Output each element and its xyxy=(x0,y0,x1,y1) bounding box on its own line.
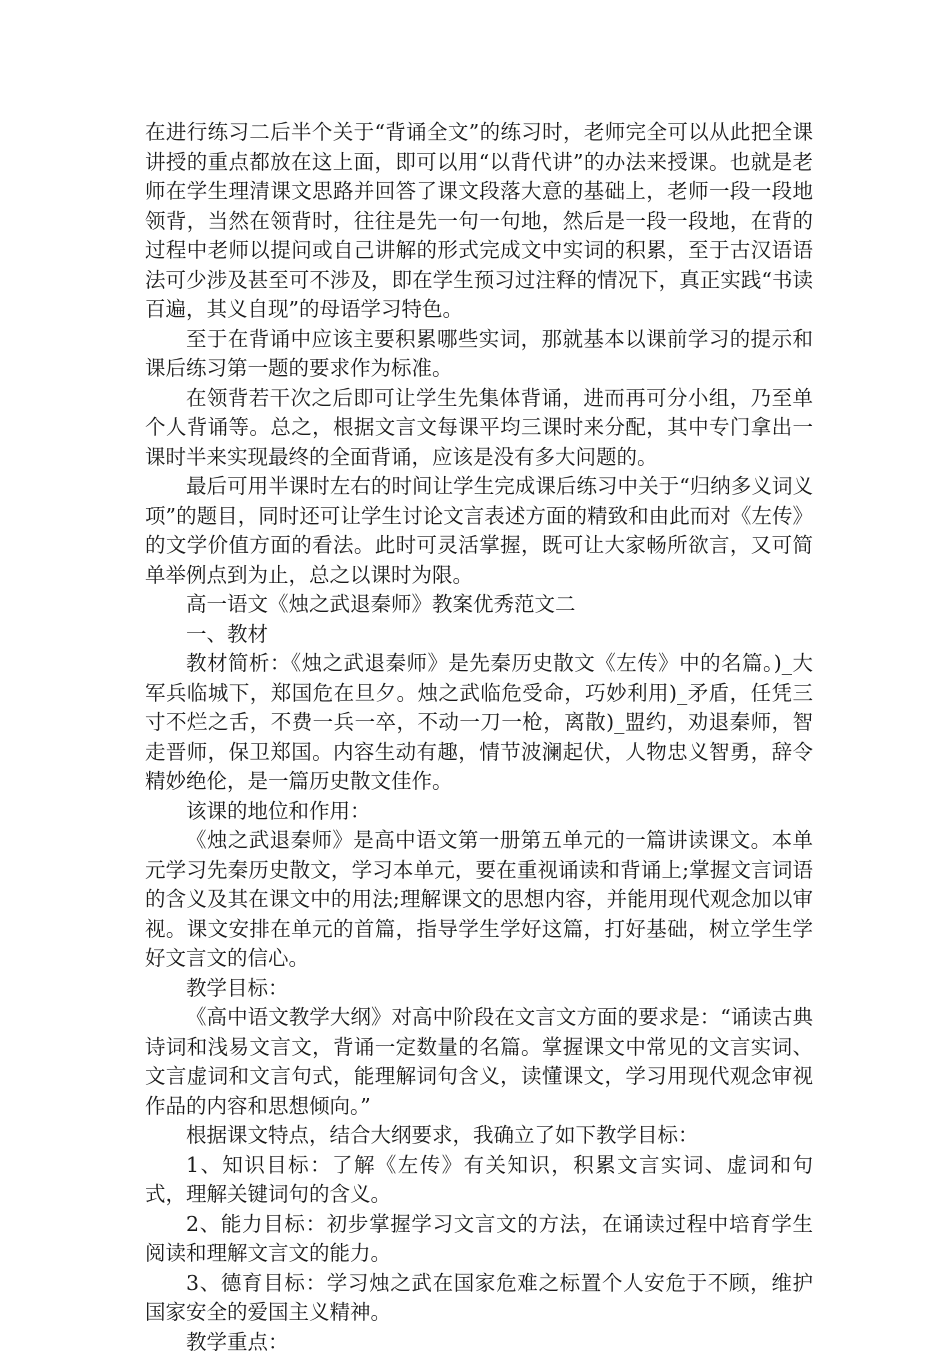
paragraph: 《烛之武退秦师》是高中语文第一册第五单元的一篇讲读课文。本单元学习先秦历史散文，学习本单元，要在重视诵读和背诵上;掌握文言词语的含义及其在课文中的用法;理解课文的思想内容，并能用现代观念加以审视。课文安排在单元的首篇，指导学生学好这篇，打好基础，树立学生学好文言文的信心。 xyxy=(145,826,813,974)
paragraph: 在进行练习二后半个关于“背诵全文”的练习时，老师完全可以从此把全课讲授的重点都放在这上面，即可以用“以背代讲”的办法来授课。也就是老师在学生理清课文思路并回答了课文段落大意的基础上，老师一段一段地领背，当然在领背时，往往是先一句一句地，然后是一段一段地，在背的过程中老师以提问或自己讲解的形式完成文中实词的积累，至于古汉语语法可少涉及甚至可不涉及，即在学生预习过注释的情况下，真正实践“书读百遍，其义自现”的母语学习特色。 xyxy=(145,118,813,325)
list-item: 1、知识目标：了解《左传》有关知识，积累文言实词、虚词和句式，理解关键词句的含义。 xyxy=(145,1151,813,1210)
list-item: 3、德育目标：学习烛之武在国家危难之标置个人安危于不顾，维护国家安全的爱国主义精神。 xyxy=(145,1269,813,1328)
list-item: 2、能力目标：初步掌握学习文言文的方法，在诵读过程中培育学生阅读和理解文言文的能力。 xyxy=(145,1210,813,1269)
paragraph: 教材简析：《烛之武退秦师》是先秦历史散文《左传》中的名篇。)_大军兵临城下，郑国危在旦夕。烛之武临危受命，巧妙利用)_矛盾，任凭三寸不烂之舌，不费一兵一卒，不动一刀一枪，离散)_盟约，劝退秦师，智走晋师，保卫郑国。内容生动有趣，情节波澜起伏，人物忠义智勇，辞令精妙绝伦，是一篇历史散文佳作。 xyxy=(145,649,813,797)
subheading: 该课的地位和作用： xyxy=(145,797,813,827)
subheading: 教学目标： xyxy=(145,974,813,1004)
section-title: 高一语文《烛之武退秦师》教案优秀范文二 xyxy=(145,590,813,620)
subheading: 教学重点： xyxy=(145,1328,813,1357)
document-page xyxy=(145,118,813,1357)
paragraph: 《高中语文教学大纲》对高中阶段在文言文方面的要求是：“诵读古典诗词和浅易文言文，背诵一定数量的名篇。掌握课文中常见的文言实词、文言虚词和文言句式，能理解词句含义，读懂课文，学习用现代观念审视作品的内容和思想倾向。” xyxy=(145,1003,813,1121)
paragraph: 在领背若干次之后即可让学生先集体背诵，进而再可分小组，乃至单个人背诵等。总之，根据文言文每课平均三课时来分配，其中专门拿出一课时半来实现最终的全面背诵，应该是没有多大问题的。 xyxy=(145,384,813,473)
paragraph: 至于在背诵中应该主要积累哪些实词，那就基本以课前学习的提示和课后练习第一题的要求作为标准。 xyxy=(145,325,813,384)
paragraph: 根据课文特点，结合大纲要求，我确立了如下教学目标： xyxy=(145,1121,813,1151)
paragraph: 最后可用半课时左右的时间让学生完成课后练习中关于“归纳多义词义项”的题目，同时还可让学生讨论文言表述方面的精致和由此而对《左传》的文学价值方面的看法。此时可灵活掌握，既可让大家畅所欲言，又可简单举例点到为止，总之以课时为限。 xyxy=(145,472,813,590)
section-heading: 一、教材 xyxy=(145,620,813,650)
